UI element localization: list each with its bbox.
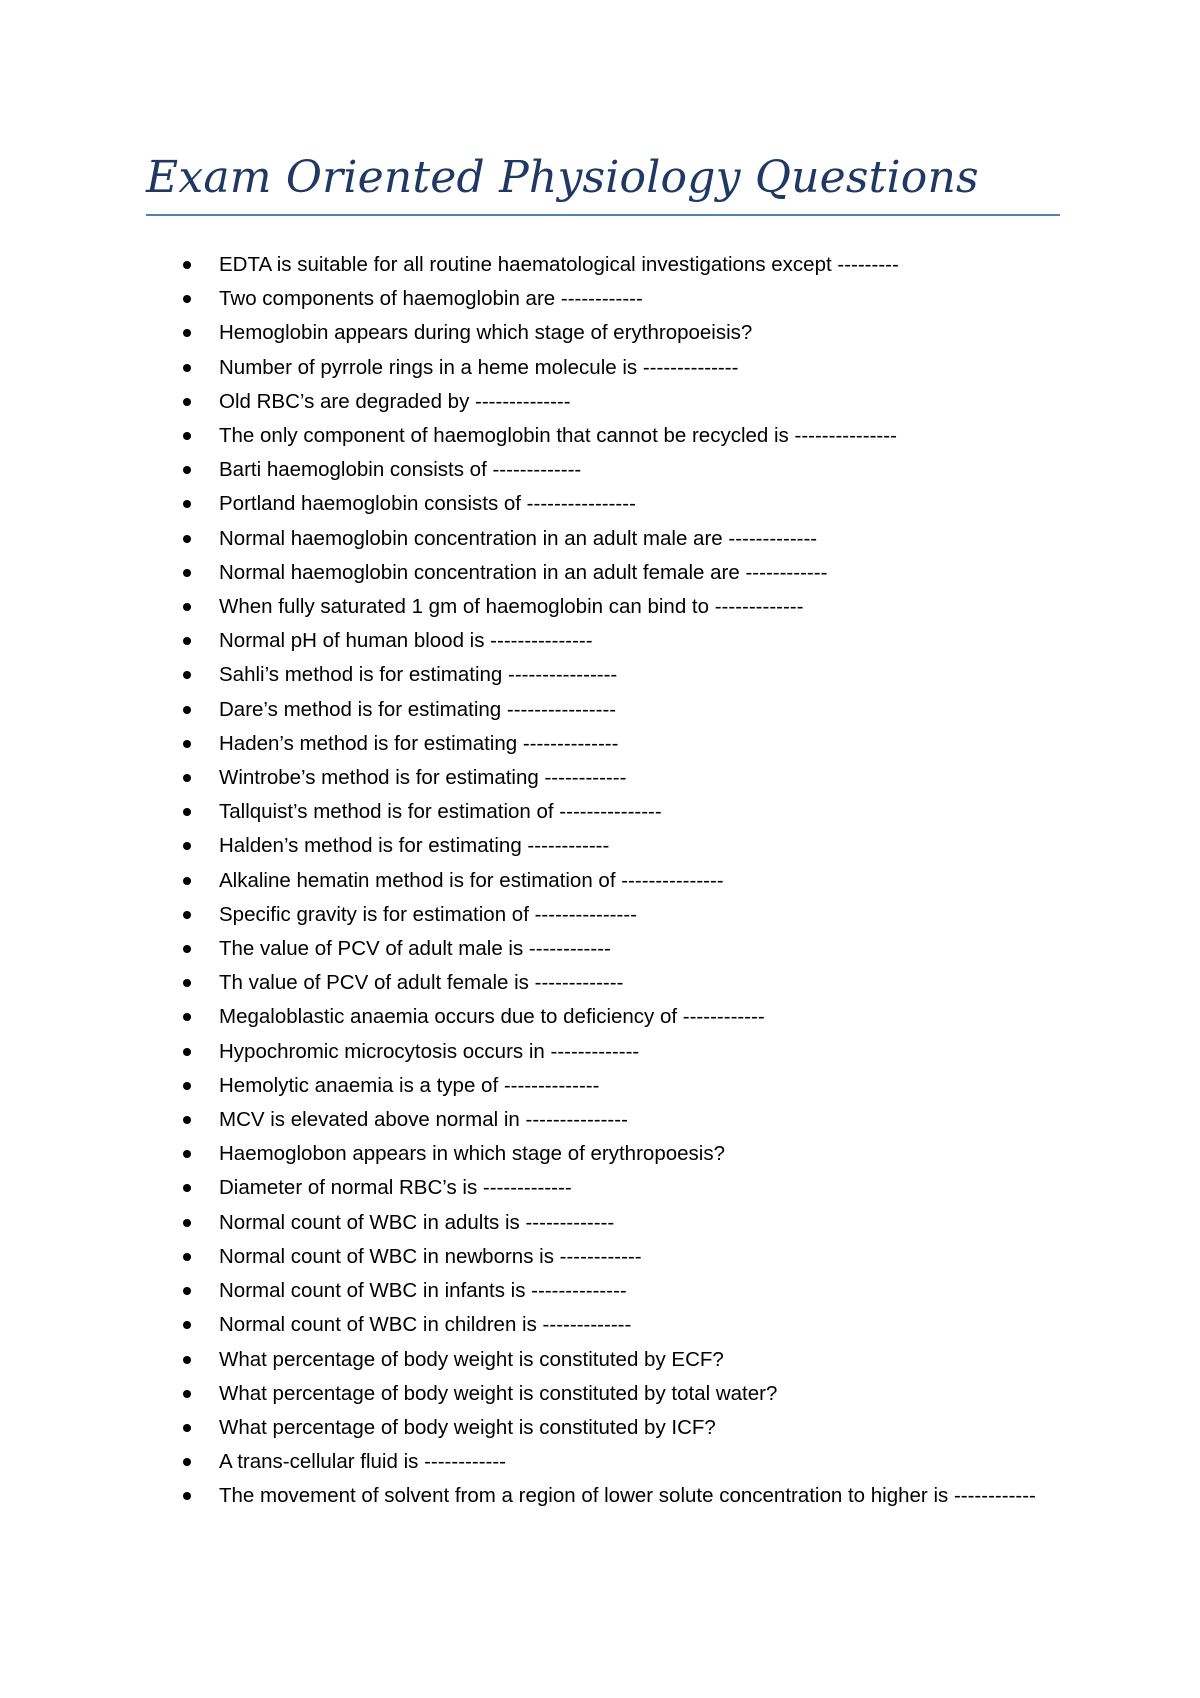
bullet-icon — [183, 1287, 191, 1295]
bullet-icon — [183, 295, 191, 303]
bullet-icon — [183, 637, 191, 645]
question-text: Sahli’s method is for estimating ---------------- — [219, 663, 618, 687]
bullet-icon — [183, 671, 191, 679]
title-underline-rule — [146, 214, 1060, 216]
question-item — [0, 1206, 1049, 1240]
question-item — [0, 727, 1049, 761]
bullet-icon — [183, 1219, 191, 1227]
question-text: Number of pyrrole rings in a heme molecule is -------------- — [219, 355, 739, 379]
bullet-icon — [183, 979, 191, 987]
question-text: Tallquist’s method is for estimation of --------------- — [219, 800, 662, 824]
bullet-icon — [183, 1390, 191, 1398]
bullet-icon — [183, 1013, 191, 1021]
question-item — [0, 864, 1049, 898]
question-item — [0, 1411, 1049, 1445]
document-title: Exam Oriented Physiology Questions — [146, 152, 979, 203]
question-text: Haemoglobon appears in which stage of erythropoesis? — [219, 1142, 725, 1166]
bullet-icon — [183, 1116, 191, 1124]
question-text: Th value of PCV of adult female is ------------- — [219, 971, 624, 995]
question-text: Two components of haemoglobin are ------------ — [219, 287, 643, 311]
bullet-icon — [183, 603, 191, 611]
question-item — [0, 1343, 1049, 1377]
question-item — [0, 522, 1049, 556]
bullet-icon — [183, 808, 191, 816]
question-item — [0, 419, 1049, 453]
question-item — [0, 282, 1049, 316]
question-text: Alkaline hematin method is for estimation of --------------- — [219, 868, 724, 892]
question-text: MCV is elevated above normal in --------------- — [219, 1108, 628, 1132]
question-item — [0, 1069, 1049, 1103]
question-text: Hemolytic anaemia is a type of -------------- — [219, 1073, 600, 1097]
question-item — [0, 316, 1049, 350]
question-text: When fully saturated 1 gm of haemoglobin can bind to ------------- — [219, 595, 804, 619]
question-item — [0, 1274, 1049, 1308]
bullet-icon — [183, 706, 191, 714]
question-text: Normal haemoglobin concentration in an adult male are ------------- — [219, 526, 818, 550]
question-item — [0, 453, 1049, 487]
question-text: Diameter of normal RBC’s is ------------- — [219, 1176, 572, 1200]
question-text: What percentage of body weight is constituted by total water? — [219, 1381, 778, 1405]
bullet-icon — [183, 945, 191, 953]
question-item — [0, 932, 1049, 966]
bullet-icon — [183, 1184, 191, 1192]
bullet-icon — [183, 1150, 191, 1158]
bullet-icon — [183, 398, 191, 406]
question-text: Specific gravity is for estimation of --------------- — [219, 902, 637, 926]
question-text: Normal count of WBC in adults is ------------- — [219, 1210, 615, 1234]
bullet-icon — [183, 466, 191, 474]
bullet-icon — [183, 1492, 191, 1500]
question-item — [0, 1103, 1049, 1137]
bullet-icon — [183, 500, 191, 508]
bullet-icon — [183, 877, 191, 885]
question-item — [0, 1479, 1049, 1513]
question-item — [0, 385, 1049, 419]
bullet-icon — [183, 432, 191, 440]
question-item — [0, 898, 1049, 932]
question-item — [0, 1377, 1049, 1411]
question-text: Hypochromic microcytosis occurs in ------------- — [219, 1039, 640, 1063]
question-text: What percentage of body weight is constituted by ICF? — [219, 1415, 716, 1439]
question-item — [0, 1445, 1049, 1479]
question-item — [0, 487, 1049, 521]
bullet-icon — [183, 774, 191, 782]
bullet-icon — [183, 569, 191, 577]
question-item — [0, 693, 1049, 727]
question-text: Normal haemoglobin concentration in an adult female are ------------ — [219, 560, 828, 584]
bullet-icon — [183, 1458, 191, 1466]
question-list — [0, 248, 1200, 1514]
question-item — [0, 624, 1049, 658]
bullet-icon — [183, 261, 191, 269]
question-item — [0, 761, 1049, 795]
question-item — [0, 248, 1049, 282]
question-text: Dare’s method is for estimating ---------------- — [219, 697, 617, 721]
question-text: Old RBC’s are degraded by -------------- — [219, 389, 571, 413]
question-item — [0, 351, 1049, 385]
bullet-icon — [183, 1424, 191, 1432]
bullet-icon — [183, 535, 191, 543]
bullet-icon — [183, 1356, 191, 1364]
question-item — [0, 1000, 1049, 1034]
bullet-icon — [183, 1253, 191, 1261]
question-text: Haden’s method is for estimating -------------- — [219, 731, 619, 755]
bullet-icon — [183, 842, 191, 850]
question-item — [0, 829, 1049, 863]
question-item — [0, 1171, 1049, 1205]
question-item — [0, 966, 1049, 1000]
question-item — [0, 1035, 1049, 1069]
bullet-icon — [183, 911, 191, 919]
bullet-icon — [183, 1082, 191, 1090]
bullet-icon — [183, 329, 191, 337]
question-text: Wintrobe’s method is for estimating ------------ — [219, 766, 627, 790]
question-item — [0, 1308, 1049, 1342]
bullet-icon — [183, 364, 191, 372]
question-text: Portland haemoglobin consists of ---------------- — [219, 492, 636, 516]
question-item — [0, 658, 1049, 692]
question-text: Normal count of WBC in infants is -------------- — [219, 1279, 627, 1303]
question-item — [0, 1137, 1049, 1171]
question-text: Barti haemoglobin consists of ------------- — [219, 458, 582, 482]
question-text: The only component of haemoglobin that cannot be recycled is --------------- — [219, 424, 897, 448]
question-text: A trans-cellular fluid is ------------ — [219, 1450, 506, 1474]
question-text: Normal count of WBC in newborns is ------------ — [219, 1244, 642, 1268]
question-text: Hemoglobin appears during which stage of erythropoeisis? — [219, 321, 753, 345]
question-text: What percentage of body weight is constituted by ECF? — [219, 1347, 724, 1371]
question-item — [0, 795, 1049, 829]
question-text: Halden’s method is for estimating ------------ — [219, 834, 610, 858]
bullet-icon — [183, 740, 191, 748]
question-item — [0, 556, 1049, 590]
question-text: Megaloblastic anaemia occurs due to deficiency of ------------ — [219, 1005, 765, 1029]
question-text: Normal count of WBC in children is ------------- — [219, 1313, 632, 1337]
bullet-icon — [183, 1048, 191, 1056]
question-text: The value of PCV of adult male is ------------ — [219, 937, 611, 961]
question-text: EDTA is suitable for all routine haematological investigations except --------- — [219, 253, 899, 276]
question-item — [0, 1240, 1049, 1274]
bullet-icon — [183, 1321, 191, 1329]
question-text: Normal pH of human blood is --------------- — [219, 629, 593, 653]
question-item — [0, 590, 1049, 624]
question-text: The movement of solvent from a region of lower solute concentration to higher is ------------ — [219, 1484, 1036, 1508]
